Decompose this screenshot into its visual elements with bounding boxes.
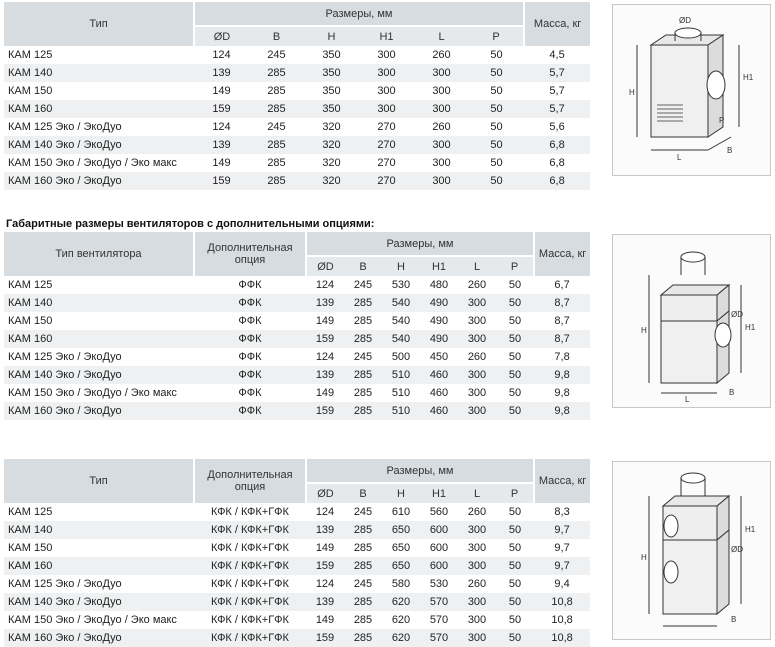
header-mass: Масса, кг: [534, 232, 590, 276]
mass-cell: 7,8: [534, 348, 590, 366]
p-cell: 50: [496, 539, 534, 557]
table-row: [4, 330, 590, 348]
h-cell: 510: [382, 366, 420, 384]
h1-cell: 270: [359, 154, 414, 172]
l-cell: 260: [414, 118, 469, 136]
header-h: H: [382, 483, 420, 503]
mass-cell: 10,8: [534, 593, 590, 611]
header-option: Дополнительная опция: [194, 459, 306, 503]
l-cell: 300: [458, 629, 496, 647]
header-option: Дополнительная опция: [194, 232, 306, 276]
header-p: P: [496, 483, 534, 503]
b-cell: 285: [249, 136, 304, 154]
header-fan-type: Тип вентилятора: [4, 232, 194, 276]
l-cell: 300: [414, 154, 469, 172]
h-cell: 580: [382, 575, 420, 593]
l-cell: 300: [414, 100, 469, 118]
p-cell: 50: [469, 46, 524, 64]
mass-cell: 9,4: [534, 575, 590, 593]
diameter-cell: 139: [306, 521, 344, 539]
option-cell: КФК / КФК+ГФК: [194, 611, 306, 629]
l-cell: 260: [414, 46, 469, 64]
diameter-cell: 159: [194, 100, 249, 118]
p-cell: 50: [469, 64, 524, 82]
model-name: КАМ 140 Эко / ЭкоДуо: [4, 593, 194, 611]
dimensions-table-kfk: [4, 459, 590, 647]
header-type: Тип: [4, 2, 194, 46]
model-name: КАМ 150: [4, 312, 194, 330]
label-diameter: ØD: [731, 310, 743, 319]
header-dimensions: Размеры, мм: [194, 2, 524, 26]
header-h1: H1: [420, 256, 458, 276]
header-h1: H1: [359, 26, 414, 46]
mass-cell: 8,7: [534, 330, 590, 348]
dimensions-table-basic: [4, 2, 590, 190]
table-row: [4, 118, 590, 136]
h-cell: 540: [382, 330, 420, 348]
option-cell: ФФК: [194, 294, 306, 312]
header-type: Тип: [4, 459, 194, 503]
h1-cell: 300: [359, 82, 414, 100]
option-cell: КФК / КФК+ГФК: [194, 539, 306, 557]
b-cell: 245: [249, 46, 304, 64]
model-name: КАМ 160 Эко / ЭкоДуо: [4, 402, 194, 420]
p-cell: 50: [496, 402, 534, 420]
label-l: L: [685, 395, 690, 404]
table-row: [4, 521, 590, 539]
option-cell: КФК / КФК+ГФК: [194, 575, 306, 593]
model-name: КАМ 140: [4, 521, 194, 539]
b-cell: 285: [249, 64, 304, 82]
h-cell: 540: [382, 312, 420, 330]
diameter-cell: 149: [194, 154, 249, 172]
l-cell: 300: [458, 366, 496, 384]
b-cell: 245: [344, 503, 382, 521]
model-name: КАМ 125 Эко / ЭкоДуо: [4, 348, 194, 366]
table-row: [4, 82, 590, 100]
model-name: КАМ 150 Эко / ЭкоДуо / Эко макс: [4, 384, 194, 402]
model-name: КАМ 150 Эко / ЭкоДуо / Эко макс: [4, 611, 194, 629]
h1-cell: 490: [420, 330, 458, 348]
model-name: КАМ 160 Эко / ЭкоДуо: [4, 629, 194, 647]
mass-cell: 9,8: [534, 402, 590, 420]
diameter-cell: 159: [306, 629, 344, 647]
l-cell: 300: [458, 593, 496, 611]
model-name: КАМ 125: [4, 503, 194, 521]
p-cell: 50: [469, 118, 524, 136]
diameter-cell: 139: [306, 593, 344, 611]
b-cell: 245: [344, 276, 382, 294]
b-cell: 245: [249, 118, 304, 136]
mass-cell: 6,8: [524, 154, 590, 172]
l-cell: 300: [414, 82, 469, 100]
label-diameter: ØD: [679, 16, 691, 25]
mass-cell: 9,8: [534, 366, 590, 384]
diameter-cell: 124: [306, 575, 344, 593]
diameter-cell: 124: [194, 46, 249, 64]
table-row: [4, 136, 590, 154]
h-cell: 540: [382, 294, 420, 312]
diameter-cell: 124: [194, 118, 249, 136]
h-cell: 320: [304, 172, 359, 190]
p-cell: 50: [469, 82, 524, 100]
table-row: [4, 64, 590, 82]
b-cell: 285: [344, 402, 382, 420]
h-cell: 510: [382, 384, 420, 402]
mass-cell: 9,7: [534, 539, 590, 557]
l-cell: 300: [414, 64, 469, 82]
h-cell: 650: [382, 521, 420, 539]
table-row: [4, 348, 590, 366]
h-cell: 650: [382, 539, 420, 557]
h1-cell: 300: [359, 100, 414, 118]
diameter-cell: 139: [194, 64, 249, 82]
l-cell: 260: [458, 348, 496, 366]
mass-cell: 10,8: [534, 611, 590, 629]
diameter-cell: 149: [306, 539, 344, 557]
h-cell: 320: [304, 118, 359, 136]
header-l: L: [414, 26, 469, 46]
h1-cell: 600: [420, 539, 458, 557]
h-cell: 510: [382, 402, 420, 420]
h-cell: 350: [304, 82, 359, 100]
option-cell: КФК / КФК+ГФК: [194, 557, 306, 575]
option-cell: ФФК: [194, 276, 306, 294]
mass-cell: 6,8: [524, 172, 590, 190]
label-h1: H1: [743, 73, 754, 82]
h1-cell: 530: [420, 575, 458, 593]
model-name: КАМ 150: [4, 539, 194, 557]
option-cell: ФФК: [194, 312, 306, 330]
model-name: КАМ 125 Эко / ЭкоДуо: [4, 575, 194, 593]
diameter-cell: 149: [194, 82, 249, 100]
h-cell: 320: [304, 154, 359, 172]
h-cell: 350: [304, 46, 359, 64]
fan-drawing-svg: [613, 462, 770, 639]
h-cell: 350: [304, 100, 359, 118]
header-l: L: [458, 483, 496, 503]
h-cell: 650: [382, 557, 420, 575]
header-l: L: [458, 256, 496, 276]
mass-cell: 9,7: [534, 557, 590, 575]
b-cell: 285: [249, 82, 304, 100]
p-cell: 50: [496, 611, 534, 629]
h-cell: 320: [304, 136, 359, 154]
h-cell: 620: [382, 611, 420, 629]
header-b: B: [344, 256, 382, 276]
diameter-cell: 139: [194, 136, 249, 154]
l-cell: 260: [458, 276, 496, 294]
header-h1: H1: [420, 483, 458, 503]
header-h: H: [382, 256, 420, 276]
label-l: L: [677, 153, 682, 162]
diameter-cell: 149: [306, 312, 344, 330]
mass-cell: 5,7: [524, 64, 590, 82]
b-cell: 285: [249, 154, 304, 172]
dimensions-table-ffk: [4, 232, 590, 420]
p-cell: 50: [496, 593, 534, 611]
option-cell: КФК / КФК+ГФК: [194, 503, 306, 521]
b-cell: 285: [344, 294, 382, 312]
option-cell: КФК / КФК+ГФК: [194, 593, 306, 611]
header-mass: Масса, кг: [534, 459, 590, 503]
mass-cell: 5,7: [524, 100, 590, 118]
h-cell: 350: [304, 64, 359, 82]
b-cell: 285: [344, 539, 382, 557]
label-h: H: [641, 553, 647, 562]
model-name: КАМ 140: [4, 294, 194, 312]
h1-cell: 600: [420, 557, 458, 575]
h1-cell: 480: [420, 276, 458, 294]
label-h1: H1: [745, 323, 756, 332]
b-cell: 285: [344, 593, 382, 611]
h-cell: 610: [382, 503, 420, 521]
l-cell: 300: [458, 294, 496, 312]
header-diameter: ØD: [306, 256, 344, 276]
h-cell: 530: [382, 276, 420, 294]
l-cell: 300: [458, 384, 496, 402]
p-cell: 50: [496, 366, 534, 384]
diameter-cell: 124: [306, 276, 344, 294]
table-row: [4, 402, 590, 420]
fan-dimension-drawing-basic: [612, 4, 771, 176]
l-cell: 300: [414, 136, 469, 154]
p-cell: 50: [496, 330, 534, 348]
option-cell: КФК / КФК+ГФК: [194, 521, 306, 539]
p-cell: 50: [469, 136, 524, 154]
h1-cell: 270: [359, 118, 414, 136]
p-cell: 50: [496, 629, 534, 647]
fan-drawing-svg: [613, 235, 770, 407]
table-row: [4, 384, 590, 402]
model-name: КАМ 160 Эко / ЭкоДуо: [4, 172, 194, 190]
mass-cell: 6,8: [524, 136, 590, 154]
b-cell: 285: [344, 384, 382, 402]
table-row: [4, 557, 590, 575]
mass-cell: 5,6: [524, 118, 590, 136]
b-cell: 285: [344, 312, 382, 330]
l-cell: 300: [458, 557, 496, 575]
h1-cell: 600: [420, 521, 458, 539]
l-cell: 300: [458, 312, 496, 330]
p-cell: 50: [496, 503, 534, 521]
l-cell: 260: [458, 575, 496, 593]
table-row: [4, 539, 590, 557]
b-cell: 245: [344, 575, 382, 593]
table-row: [4, 172, 590, 190]
header-dimensions: Размеры, мм: [306, 232, 534, 256]
b-cell: 285: [344, 557, 382, 575]
model-name: КАМ 125: [4, 276, 194, 294]
h1-cell: 570: [420, 629, 458, 647]
p-cell: 50: [469, 154, 524, 172]
model-name: КАМ 140 Эко / ЭкоДуо: [4, 136, 194, 154]
h1-cell: 270: [359, 172, 414, 190]
option-cell: ФФК: [194, 366, 306, 384]
table-row: [4, 366, 590, 384]
diameter-cell: 124: [306, 503, 344, 521]
b-cell: 285: [344, 366, 382, 384]
table-row: [4, 312, 590, 330]
h-cell: 620: [382, 593, 420, 611]
model-name: КАМ 160: [4, 557, 194, 575]
p-cell: 50: [469, 100, 524, 118]
model-name: КАМ 125: [4, 46, 194, 64]
mass-cell: 6,7: [534, 276, 590, 294]
table-row: [4, 611, 590, 629]
diameter-cell: 149: [306, 611, 344, 629]
table-row: [4, 154, 590, 172]
header-mass: Масса, кг: [524, 2, 590, 46]
l-cell: 300: [458, 521, 496, 539]
b-cell: 285: [344, 521, 382, 539]
header-h: H: [304, 26, 359, 46]
diameter-cell: 149: [306, 384, 344, 402]
h1-cell: 460: [420, 384, 458, 402]
h1-cell: 460: [420, 402, 458, 420]
model-name: КАМ 160: [4, 100, 194, 118]
header-diameter: ØD: [306, 483, 344, 503]
option-cell: ФФК: [194, 402, 306, 420]
b-cell: 285: [344, 330, 382, 348]
p-cell: 50: [496, 276, 534, 294]
label-b: B: [727, 146, 733, 155]
h1-cell: 300: [359, 64, 414, 82]
mass-cell: 9,8: [534, 384, 590, 402]
h1-cell: 450: [420, 348, 458, 366]
p-cell: 50: [469, 172, 524, 190]
l-cell: 300: [414, 172, 469, 190]
header-b: B: [344, 483, 382, 503]
h1-cell: 570: [420, 611, 458, 629]
p-cell: 50: [496, 312, 534, 330]
label-b: B: [731, 615, 737, 624]
mass-cell: 8,7: [534, 312, 590, 330]
table-row: [4, 46, 590, 64]
header-p: P: [469, 26, 524, 46]
model-name: КАМ 160: [4, 330, 194, 348]
diameter-cell: 124: [306, 348, 344, 366]
fan-dimension-drawing-kfk: [612, 461, 771, 640]
p-cell: 50: [496, 557, 534, 575]
diameter-cell: 139: [306, 294, 344, 312]
mass-cell: 8,3: [534, 503, 590, 521]
model-name: КАМ 150: [4, 82, 194, 100]
label-p: P: [719, 116, 725, 125]
label-h: H: [629, 88, 635, 97]
h1-cell: 270: [359, 136, 414, 154]
table-body: [4, 46, 590, 190]
l-cell: 300: [458, 330, 496, 348]
b-cell: 285: [344, 611, 382, 629]
h1-cell: 490: [420, 312, 458, 330]
p-cell: 50: [496, 294, 534, 312]
h1-cell: 560: [420, 503, 458, 521]
header-b: B: [249, 26, 304, 46]
model-name: КАМ 150 Эко / ЭкоДуо / Эко макс: [4, 154, 194, 172]
h1-cell: 460: [420, 366, 458, 384]
option-cell: ФФК: [194, 384, 306, 402]
table-body: [4, 276, 590, 420]
header-dimensions: Размеры, мм: [306, 459, 534, 483]
mass-cell: 5,7: [524, 82, 590, 100]
diameter-cell: 159: [194, 172, 249, 190]
mass-cell: 8,7: [534, 294, 590, 312]
label-h: H: [641, 326, 647, 335]
h-cell: 500: [382, 348, 420, 366]
b-cell: 285: [249, 100, 304, 118]
b-cell: 285: [344, 629, 382, 647]
l-cell: 300: [458, 539, 496, 557]
h-cell: 620: [382, 629, 420, 647]
model-name: КАМ 140: [4, 64, 194, 82]
table-row: [4, 100, 590, 118]
diameter-cell: 139: [306, 366, 344, 384]
table-row: [4, 503, 590, 521]
label-h1: H1: [745, 525, 756, 534]
diameter-cell: 159: [306, 330, 344, 348]
fan-drawing-svg: [613, 5, 770, 175]
table-body: [4, 503, 590, 647]
mass-cell: 10,8: [534, 629, 590, 647]
label-b: B: [729, 388, 735, 397]
l-cell: 300: [458, 402, 496, 420]
p-cell: 50: [496, 384, 534, 402]
p-cell: 50: [496, 521, 534, 539]
table-row: [4, 629, 590, 647]
header-p: P: [496, 256, 534, 276]
table-row: [4, 575, 590, 593]
h1-cell: 570: [420, 593, 458, 611]
fan-dimension-drawing-ffk: [612, 234, 771, 408]
h1-cell: 490: [420, 294, 458, 312]
table-row: [4, 593, 590, 611]
table-row: [4, 294, 590, 312]
header-diameter: ØD: [194, 26, 249, 46]
option-cell: ФФК: [194, 330, 306, 348]
mass-cell: 9,7: [534, 521, 590, 539]
l-cell: 300: [458, 611, 496, 629]
model-name: КАМ 140 Эко / ЭкоДуо: [4, 366, 194, 384]
option-cell: КФК / КФК+ГФК: [194, 629, 306, 647]
diameter-cell: 159: [306, 402, 344, 420]
option-cell: ФФК: [194, 348, 306, 366]
b-cell: 245: [344, 348, 382, 366]
label-diameter: ØD: [731, 545, 743, 554]
model-name: КАМ 125 Эко / ЭкоДуо: [4, 118, 194, 136]
p-cell: 50: [496, 348, 534, 366]
section-title: Габаритные размеры вентиляторов с дополнительными опциями:: [6, 218, 375, 230]
l-cell: 260: [458, 503, 496, 521]
h1-cell: 300: [359, 46, 414, 64]
mass-cell: 4,5: [524, 46, 590, 64]
p-cell: 50: [496, 575, 534, 593]
diameter-cell: 159: [306, 557, 344, 575]
b-cell: 285: [249, 172, 304, 190]
table-row: [4, 276, 590, 294]
